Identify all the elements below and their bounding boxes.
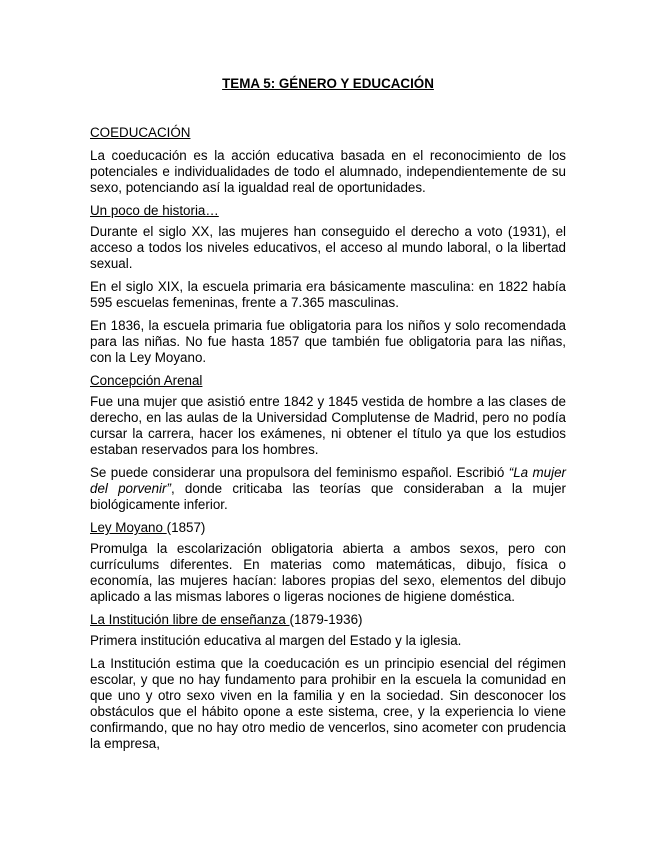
heading-text: COEDUCACIÓN [90,125,191,140]
paragraph-historia-1836: En 1836, la escuela primaria fue obligatoria para los niños y solo recomendada para las niñas. No fue hasta 1857 que también fue obligatoria para las niñas, con la Ley Moyano. [90,318,566,365]
heading-text: Un poco de historia… [90,203,219,218]
heading-text: La Institución libre de enseñanza [90,612,290,627]
paragraph-arenal-biografia: Fue una mujer que asistió entre 1842 y 1845 vestida de hombre a las clases de derecho, en las aulas de la Universidad Complutense de Madrid, pero no podía cursar la carrera, hacer los exámenes, ni obtener el título ya que los estudios estaban reservados para los hombres. [90,394,566,457]
text-run: Se puede considerar una propulsora del feminismo español. Escribió [90,465,509,480]
heading-text: Concepción Arenal [90,373,203,388]
heading-year: (1857) [166,520,206,535]
book-title: “La mujer del porvenir” [90,465,566,496]
document-body [90,124,566,759]
heading-text: Ley Moyano [90,520,167,535]
section-heading-arenal [90,373,566,389]
section-heading-historia [90,203,566,219]
paragraph-institucion-intro: Primera institución educativa al margen del Estado y la iglesia. [90,633,462,648]
text-run: , donde criticaba las teorías que consideraban a la mujer biológicamente inferior. [90,481,566,512]
document-title: TEMA 5: GÉNERO Y EDUCACIÓN [222,76,434,91]
paragraph-institucion-coeducacion: La Institución estima que la coeducación es un principio esencial del régimen escolar, y que no hay fundamento para prohibir en la escuela la comunidad en que uno y otro sexo viven en la familia y en la sociedad. Sin desconocer los obstáculos que el hábito opone a este sistema, cree, y la experiencia lo viene confirmando, que no hay otro medio de vencerlos, sino acometer con prudencia la empresa, [90,656,566,751]
paragraph-moyano: Promulga la escolarización obligatoria abierta a ambos sexos, pero con currículums diferentes. En materias como matemáticas, dibujo, física o economía, las mujeres hacían: labores propias del sexo, elementos del dibujo aplicado a las mismas labores o ligeras nociones de higiene doméstica. [90,541,566,604]
heading-years: (1879-1936) [289,612,363,627]
section-heading-moyano [90,520,566,536]
paragraph-historia-siglo-xix: En el siglo XIX, la escuela primaria era básicamente masculina: en 1822 había 595 escuelas femeninas, frente a 7.365 masculinas. [90,279,566,310]
section-heading-institucion [90,612,566,628]
paragraph-arenal-feminismo [90,465,566,513]
paragraph-coeducacion-definition: La coeducación es la acción educativa basada en el reconocimiento de los potenciales e individualidades de todo el alumnado, independientemente de su sexo, potenciando así la igualdad real de oportunidades. [90,148,566,195]
paragraph-historia-siglo-xx: Durante el siglo XX, las mujeres han conseguido el derecho a voto (1931), el acceso a todos los niveles educativos, el acceso al mundo laboral, o la libertad sexual. [90,224,566,271]
section-heading-coeducacion [90,125,566,141]
